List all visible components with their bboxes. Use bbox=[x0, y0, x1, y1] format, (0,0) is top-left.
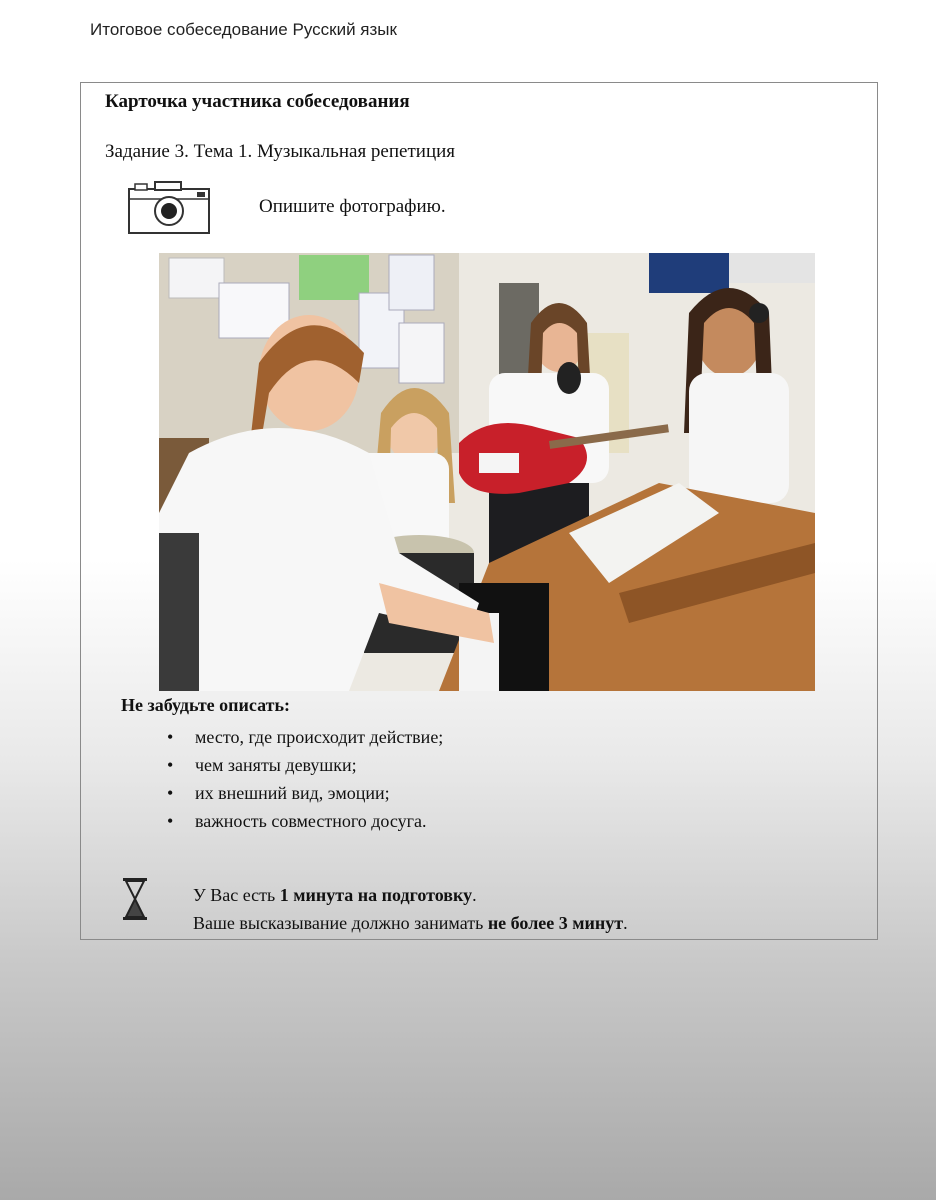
list-item-text: важность совместного досуга. bbox=[195, 811, 427, 831]
preparation-time-text: У Вас есть 1 минута на подготовку. bbox=[193, 885, 477, 905]
camera-icon bbox=[127, 179, 211, 235]
participant-card bbox=[80, 82, 878, 940]
hourglass-icon bbox=[121, 876, 149, 922]
list-item bbox=[167, 779, 443, 807]
reminder-title: Не забудьте описать: bbox=[121, 695, 291, 715]
list-item-text: их внешний вид, эмоции; bbox=[195, 783, 390, 803]
page-header: Итоговое собеседование Русский язык bbox=[90, 20, 397, 39]
list-item bbox=[167, 807, 443, 835]
bullet-icon: • bbox=[167, 755, 174, 775]
task-title: Задание 3. Тема 1. Музыкальная репетиция bbox=[105, 141, 456, 162]
list-item bbox=[167, 751, 443, 779]
list-item bbox=[167, 723, 443, 751]
bullet-icon: • bbox=[167, 811, 174, 831]
bullet-icon: • bbox=[167, 783, 174, 803]
list-item-text: место, где происходит действие; bbox=[195, 727, 444, 747]
reminder-list bbox=[167, 723, 443, 835]
card-title: Карточка участника собеседования bbox=[105, 91, 410, 112]
music-rehearsal-photo bbox=[159, 253, 815, 691]
bullet-icon: • bbox=[167, 727, 174, 747]
list-item-text: чем заняты девушки; bbox=[195, 755, 357, 775]
answer-time-text: Ваше высказывание должно занимать не более 3 минут. bbox=[193, 913, 628, 933]
instruction-text: Опишите фотографию. bbox=[259, 196, 446, 217]
